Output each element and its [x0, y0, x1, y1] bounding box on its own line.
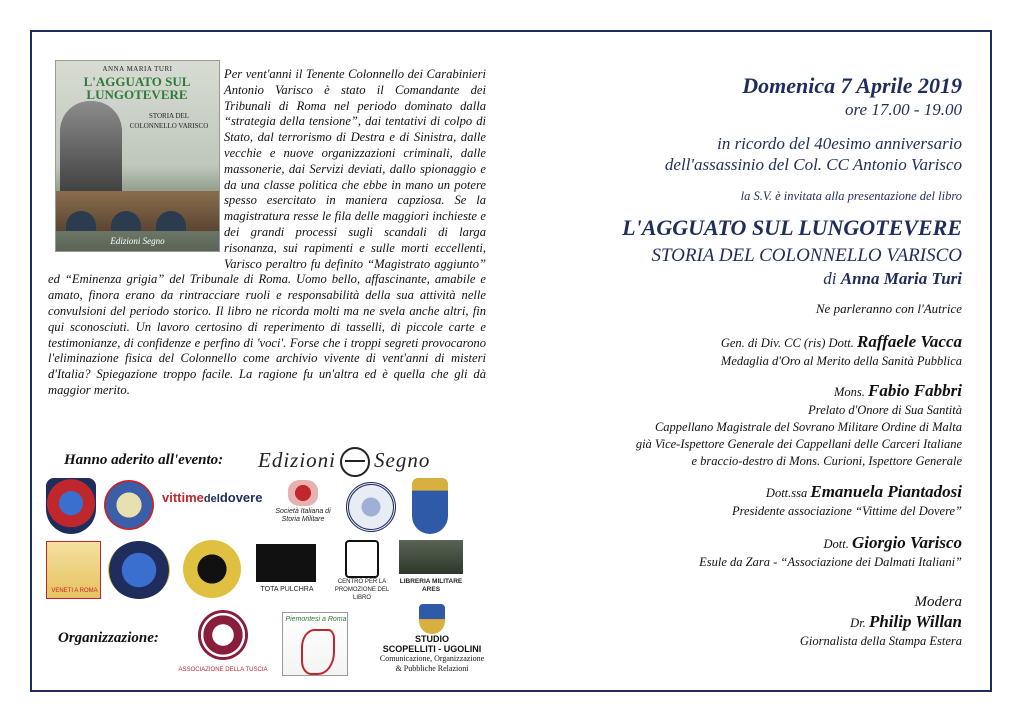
- tota-pulchra-logo: TOTA PULCHRA: [256, 544, 318, 596]
- associazione-tuscia-logo: ASSOCIAZIONE DELLA TUSCIA: [178, 610, 268, 678]
- speaker-role: Prelato d'Onore di Sua Santità: [808, 403, 962, 417]
- piemontesi-a-roma-logo: Piemontesi a Roma: [282, 612, 348, 676]
- book-description: Per vent'anni il Tenente Colonnello dei Carabinieri Antonio Varisco è stato il Comandante dei Tribunali di Roma nel periodo dominato dalla “strategia della tensione”, dai tentativi di colpo di Stato, dal terrorismo di Destra e di Sinistra, dalle vecchie e nuove organizzazioni criminali, dalle massonerie, dai Servizi deviati, dallo spionaggio e da una classe politica che ebbe in mano un potere spesso esercitato in maniera capziosa. Se la magistratura resse le fila delle maggiori inchieste e dei grandi processi sugli scandali di larga risonanza, sui rapimenti e sulle morti eccellenti, Varisco peraltro fu definito “Magistrato aggiunto” ed “Eminenza grigia” del Tribunale di Roma. Uomo bello, affascinante, amabile e amato, finora erano da rintracciare ruoli e responsabilità della sua attività nelle convulsioni del periodo storico. Il libro ne ricorda molti ma ne svela anche altri, fin qui sconosciuti. Un lavoro certosino di reperimento di tasselli, di piccole carte e testimonianze, di confidenze e perfino di 'voci'. Forse che i troppi segreti provocarono l'eliminazione fisica del Colonnello come archivio vivente di vent'anni di misteri d'Italia? Spiegazione troppo facile. La ragione fu un'altra ed è quella che gli dà maggior merito.: [48, 67, 486, 397]
- speaker-name-line: Gen. di Div. CC (ris) Dott. Raffaele Vacca: [720, 332, 962, 351]
- speaker-role: Presidente associazione “Vittime del Dovere”: [731, 504, 962, 518]
- seal-round-logo: [346, 482, 396, 532]
- storia-militare-logo: Società Italiana di Storia Militare: [272, 480, 334, 530]
- book-title: L'AGGUATO SUL LUNGOTEVERE: [622, 215, 962, 240]
- vittime-del-dovere-logo: vittimedeldovere: [162, 490, 263, 505]
- speaker-name-line: Dott.ssa Emanuela Piantadosi: [765, 482, 962, 501]
- speaker-role: Medaglia d'Oro al Merito della Sanità Pubblica: [720, 354, 962, 368]
- association-round-logo: [104, 480, 154, 530]
- memory-line-2: dell'assassinio del Col. CC Antonio Varisco: [664, 155, 962, 174]
- speaker-role: e braccio-destro di Mons. Curioni, Ispettore Generale: [691, 454, 962, 468]
- carabinieri-shield-logo: [46, 478, 96, 534]
- speaker-name-line: Mons. Fabio Fabbri: [833, 381, 962, 400]
- moderator-label: Modera: [914, 594, 962, 610]
- moderator-role: Giornalista della Stampa Estera: [799, 634, 962, 648]
- cover-author: ANNA MARIA TURI: [102, 65, 173, 73]
- memory-line-1: in ricordo del 40esimo anniversario: [717, 134, 962, 153]
- book-author: di Anna Maria Turi: [823, 269, 962, 288]
- speakers-intro: Ne parleranno con l'Autrice: [815, 301, 962, 316]
- speaker-role: già Vice-Ispettore Generale dei Cappellani delle Carceri Italiane: [635, 437, 962, 451]
- speaker-role: Esule da Zara - “Associazione dei Dalmati Italiani”: [699, 555, 962, 569]
- cover-subtitle: STORIA DEL COLONNELLO VARISCO: [129, 112, 209, 130]
- segno-emblem-icon: [340, 447, 370, 477]
- speaker-name-line: Dott. Giorgio Varisco: [823, 533, 962, 552]
- edizioni-segno-logo: Edizioni Segno: [258, 447, 430, 477]
- supporters-label: Hanno aderito all'evento:: [64, 452, 224, 468]
- libreria-militare-ares-logo: LIBRERIA MILITARE ARES: [396, 540, 466, 598]
- cover-publisher: Edizioni Segno: [110, 236, 165, 246]
- crown-shield-logo: [412, 478, 448, 534]
- studio-scopelliti-ugolini-logo: STUDIO SCOPELLITI - UGOLINI Comunicazione, Organizzazione & Pubbliche Relazioni: [370, 604, 494, 682]
- cover-title: L'AGGUATO SUL LUNGOTEVERE: [83, 74, 191, 102]
- eagle-emblem-logo: [183, 540, 241, 598]
- centro-promozione-libro-logo: CENTRO PER LA PROMOZIONE DEL LIBRO: [334, 540, 390, 602]
- book-subtitle: STORIA DEL COLONNELLO VARISCO: [651, 245, 962, 266]
- event-date: Domenica 7 Aprile 2019: [742, 73, 962, 98]
- moderator-name-line: Dr. Philip Willan: [850, 612, 962, 631]
- event-time: ore 17.00 - 19.00: [845, 100, 962, 119]
- invitation-text: la S.V. è invitata alla presentazione del libro: [740, 189, 962, 203]
- veneti-a-roma-logo: VENETI A ROMA: [46, 541, 101, 599]
- speaker-role: Cappellano Magistrale del Sovrano Militare Ordine di Malta: [654, 420, 962, 434]
- blue-round-emblem-logo: [108, 541, 170, 599]
- organization-label: Organizzazione:: [58, 630, 159, 646]
